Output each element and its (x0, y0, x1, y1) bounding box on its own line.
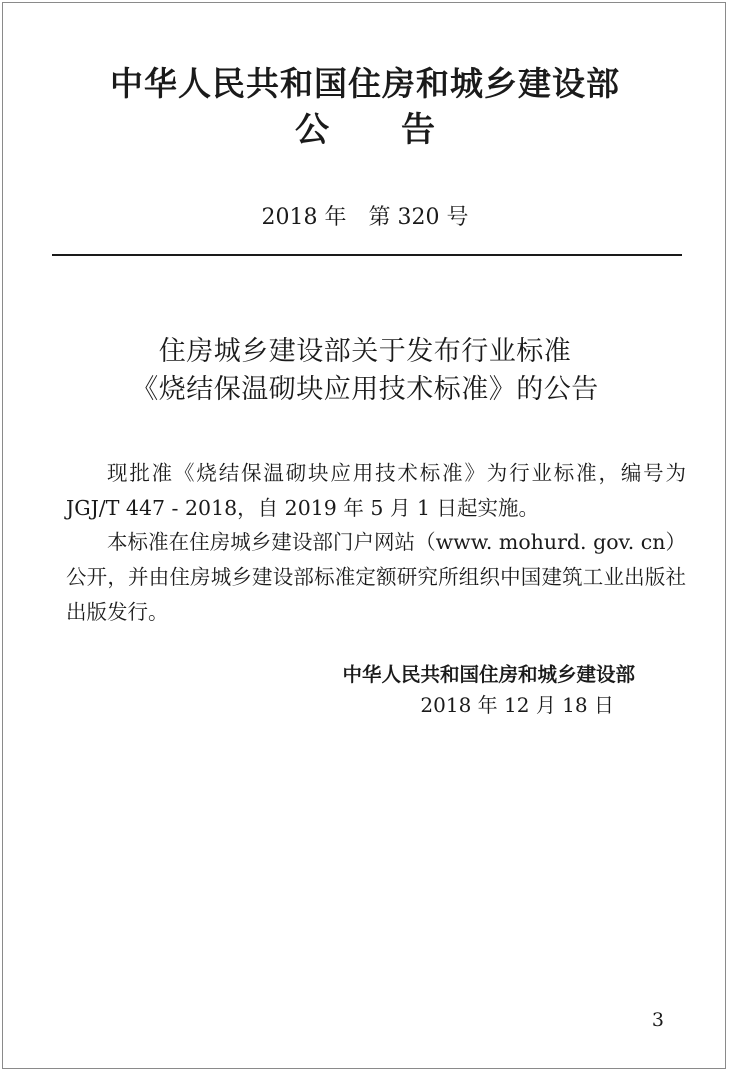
body-paragraph-2 (66, 525, 686, 630)
header-divider (52, 254, 682, 256)
notice-title-right: 告 (401, 110, 435, 150)
paragraph-approval: 现批准《烧结保温砌块应用技术标准》为行业标准，编号为 JGJ/T 447 - 2018，自 2019 年 5 月 1 日起实施。 (66, 461, 686, 520)
signature-date: 2018 年 12 月 18 日 (420, 693, 614, 717)
signatory: 中华人民共和国住房和城乡建设部 (342, 663, 635, 686)
ministry-title: 中华人民共和国住房和城乡建设部 (110, 64, 620, 103)
announcement-heading-line1: 住房城乡建设部关于发布行业标准 (158, 336, 572, 367)
page-number: 3 (651, 1009, 664, 1031)
notice-title-left: 公 (295, 110, 329, 150)
issue-number: 2018 年 第 320 号 (261, 205, 469, 230)
announcement-heading-line2: 《烧结保温砌块应用技术标准》的公告 (131, 374, 599, 405)
paragraph-publication: 本标准在住房城乡建设部门户网站（www. mohurd. gov. cn）公开，并由住房城乡建设部标准定额研究所组织中国建筑工业出版社出版发行。 (66, 530, 686, 624)
body-paragraph-1 (66, 456, 686, 526)
notice-title (0, 108, 730, 152)
